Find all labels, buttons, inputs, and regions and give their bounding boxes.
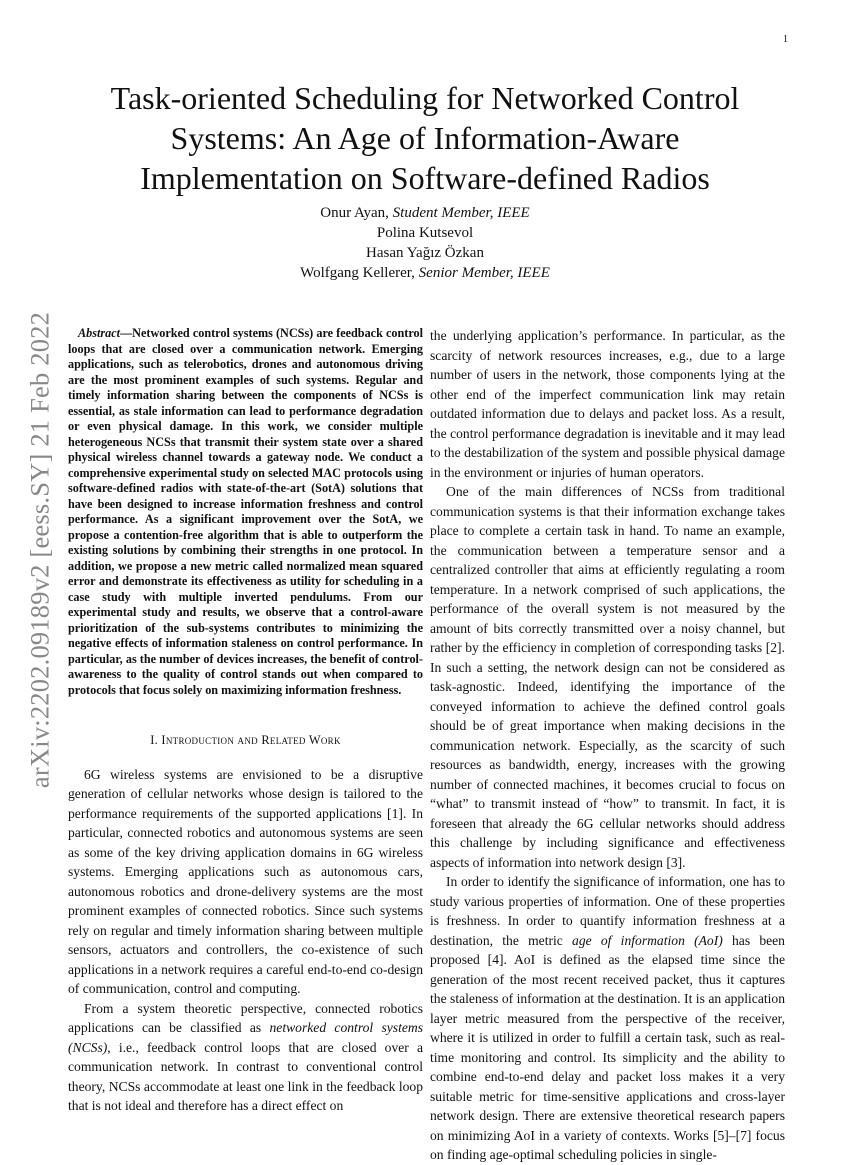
body-paragraph: 6G wireless systems are envisioned to be a disruptive generation of cellular networks whose design is tailored to the performance requirements of the supported applications [1]. In particular, connected robotics and autonomous systems are seen as some of the key driving application domains in 6G wireless systems. Emerging applications such as autonomous cars, autonomous robotics and drone-delivery systems are the most prominent examples of connected robotics. Since such systems rely on regular and timely information sharing between multiple sensors, actuators and controllers, the co-existence of such applications in a network requires a careful end-to-end co-design of communication, control and computing. [68, 766, 423, 996]
author-line [150, 263, 700, 283]
text-run: has been proposed [4]. AoI is defined as the elapsed time since the generation of the most recent received packet, thus it captures the staleness of information at the destination. It is an application layer metric measured from the perspective of the receiver, where it is utilized in order to fulfill a certain task, such as real-time monitoring and control. Its simplicity and the ability to combine end-to-end delay and packet loss makes it a very suitable metric for time-sensitive applications and cross-layer network design. There are extensive theoretical research papers on minimizing AoI in a variety of contexts. Works [5]–[7] focus on finding age-optimal scheduling policies in single- [430, 932, 785, 1162]
author-line [150, 223, 700, 243]
arxiv-stamp-text: arXiv:2202.09189v2 [eess.SY] 21 Feb 2022 [24, 311, 55, 789]
body-paragraph [68, 999, 423, 1116]
emphasis-term: networked control systems (NCSs) [68, 1020, 424, 1055]
paper-title [70, 78, 780, 198]
abstract-label: Abstract [78, 326, 120, 340]
body-paragraph: the underlying application’s performance. In particular, as the scarcity of network resources increases, e.g., due to a large number of users in the network, those components lying at the other end of the imperfect communication link may retain outdated information due to delays and packet loss. As a result, the control performance degradation is inevitable and it may lead to the destabilization of the system and possible physical damage in the environment or injuries of human operators. [430, 328, 785, 480]
title-line: Task-oriented Scheduling for Networked Control [110, 80, 740, 116]
section-heading: I. Introduction and Related Work [150, 733, 341, 747]
author-affiliation: Student Member, IEEE [392, 205, 530, 221]
body-paragraph [430, 872, 785, 1165]
author-list [150, 203, 700, 283]
body-paragraph: One of the main differences of NCSs from traditional communication systems is that their information exchange takes place to complete a certain task in hand. To name an example, the communication between a temperature sensor and a centralized controller that aims at efficiently regulating a room temperature. In a network comprised of such applications, the performance of the overall system is not measured by the amount of bits correctly transmitted over a noisy channel, but rather by the efficiency in completion of corresponding tasks [2]. In such a setting, the network design can not be considered as task-agnostic. Indeed, identifying the importance of the conveyed information to achieve the defined control goals should be of great importance when making decisions in the communication network. Especially, as the scarcity of such resources as bandwidth, energy, increases with the growing number of connected machines, it becomes crucial to focus on “what” to transmit instead of “how” to transmit. In fact, it is foreseen that already the 6G cellular networks should address this challenge by including significance and effectiveness aspects of information into network design [3]. [430, 484, 785, 870]
right-column [430, 326, 785, 1165]
author-name: Hasan Yağız Özkan [366, 245, 484, 261]
arxiv-stamp [25, 290, 55, 810]
text-run: , i.e., feedback control loops that are closed over a communication network. In contrast to conventional control theory, NCSs accommodate at least one link in the feedback loop that is not ideal and therefore has a direct effect on [68, 1039, 423, 1113]
text-run: From a system theoretic perspective, connected robotics applications can be classified as [68, 1000, 423, 1035]
title-line: Implementation on Software-defined Radios [140, 160, 710, 196]
emphasis-term: age of information (AoI) [572, 932, 723, 948]
author-line [150, 243, 700, 263]
author-name: Polina Kutsevol [376, 225, 474, 241]
title-line: Systems: An Age of Information-Aware [170, 120, 680, 156]
left-column [68, 326, 423, 1116]
author-line [150, 203, 700, 223]
abstract-text: —Networked control systems (NCSs) are feedback control loops that are closed over a communication network. Emerging applications, such as telerobotics, drones and autonomous driving are the most prominent examples of such systems. Regular and timely information sharing between the components of NCSs is essential, as stale information can lead to performance degradation or even physical damage. In this work, we consider multiple heterogeneous NCSs that transmit their system state over a shared physical wireless channel towards a gateway node. We conduct a comprehensive experimental study on selected MAC protocols using software-defined radios with state-of-the-art (SotA) solutions that have been designed to increase information freshness and control performance. As a significant improvement over the SotA, we propose a contention-free algorithm that is able to outperform the existing solutions by combining their strengths in one protocol. In addition, we propose a new metric called normalized mean squared error and demonstrate its effectiveness as utility for scheduling in a case study with multiple inverted pendulums. From our experimental study and results, we observe that a control-aware prioritization of the sub-systems contributes to minimizing the negative effects of information staleness on control performance. In particular, as the number of devices increases, the benefit of control-awareness to the quality of control stands out when compared to protocols that focus solely on maximizing information freshness. [68, 326, 423, 697]
abstract [68, 326, 423, 698]
author-name: Onur Ayan, [320, 205, 393, 221]
author-name: Wolfgang Kellerer, [300, 265, 419, 281]
page-number: 1 [783, 34, 788, 45]
text-run: In order to identify the significance of information, one has to study various properties of information. One of these properties is freshness. In order to quantify information freshness at a destination, the metric [430, 874, 785, 948]
author-affiliation: Senior Member, IEEE [418, 265, 550, 281]
